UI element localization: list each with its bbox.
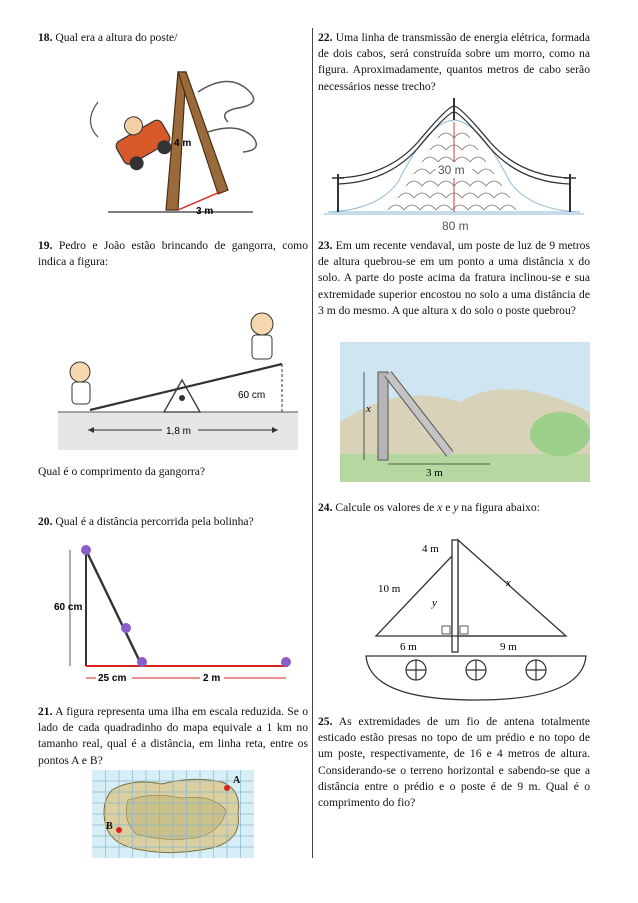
variable-y: y (453, 501, 459, 514)
question-text-a: Calcule os valores de (335, 501, 438, 514)
question-number: 22. (318, 31, 333, 44)
label-left: 10 m (378, 583, 401, 595)
question-number: 23. (318, 239, 333, 252)
label-base: 3 m (196, 206, 214, 217)
question-number: 20. (38, 515, 53, 528)
label-top: 4 m (422, 543, 439, 555)
figure-q20-ball (50, 542, 300, 692)
question-19 (38, 238, 308, 270)
label-a: 25 cm (98, 673, 127, 684)
question-21 (38, 704, 308, 769)
question-text: Qual era a altura do poste/ (55, 31, 178, 44)
label-base: 3 m (426, 467, 443, 479)
question-text-c: na figura abaixo: (458, 501, 540, 514)
figure-q21-island-map (92, 770, 254, 858)
question-number: 18. (38, 31, 53, 44)
figure-q18-pole (78, 62, 278, 226)
label-x: x (506, 577, 511, 589)
question-text: A figura representa uma ilha em escala reduzida. Se o lado de cada quadradinho do mapa equivale a 1 km no tamanho real, qual é a distância, em linha reta, entre os pontos A e B? (38, 705, 308, 767)
label-x: x (366, 403, 371, 415)
figure-q23-broken-pole (340, 342, 590, 482)
question-text-b: e (442, 501, 454, 514)
label-height: 30 m (438, 163, 465, 177)
figure-q19-seesaw (58, 300, 298, 450)
point-b-label: B (106, 821, 113, 832)
label-b2: 9 m (500, 641, 517, 653)
label-b: 2 m (203, 673, 221, 684)
label-height: 60 cm (238, 390, 266, 401)
question-25 (318, 714, 590, 811)
variable-x: x (437, 501, 443, 514)
question-text: Uma linha de transmissão de energia elétrica, formada de dois cabos, será construída sobre um morro, como na figura. Aproximadamente, quantos metros de cabo serão necessários nesse trecho? (318, 31, 590, 93)
label-height: 60 cm (54, 602, 83, 613)
question-number: 19. (38, 239, 53, 252)
question-24 (318, 500, 590, 516)
point-a-label: A (233, 775, 241, 786)
question-number: 24. (318, 501, 333, 514)
label-b1: 6 m (400, 641, 417, 653)
question-text: As extremidades de um fio de antena totalmente esticado estão presas no topo de um prédio e no topo de um poste, respectivamente, de 16 e 4 metros de altura. Considerando-se o terreno horizontal e sabendo-se que a distância entre o prédio e o poste é de 9 m. Qual é o comprimento do fio? (318, 715, 590, 810)
question-number: 21. (38, 705, 53, 718)
question-22 (318, 30, 590, 95)
label-height: 4 m (174, 138, 192, 149)
label-base: 1,8 m (166, 426, 192, 437)
question-19-prompt: Qual é o comprimento da gangorra? (38, 465, 206, 478)
question-23 (318, 238, 590, 319)
question-text: Em um recente vendaval, um poste de luz de 9 metros de altura quebrou-se em um ponto a uma distância x do solo. A parte do poste acima da fratura inclinou-se e sua extremidade superior encostou no solo a uma distância de 3 m do mesmo. A que altura x do solo o poste quebrou? (318, 239, 590, 317)
label-y: y (432, 597, 437, 609)
question-18 (38, 30, 308, 46)
question-text: Pedro e João estão brincando de gangorra, como indica a figura: (38, 239, 308, 269)
question-number: 25. (318, 715, 333, 728)
figure-q24-sailboat (356, 536, 596, 706)
label-base: 80 m (442, 219, 469, 233)
question-text: Qual é a distância percorrida pela bolinha? (55, 515, 254, 528)
column-divider (312, 28, 313, 858)
figure-q22-hill (318, 92, 590, 234)
question-20 (38, 514, 308, 530)
